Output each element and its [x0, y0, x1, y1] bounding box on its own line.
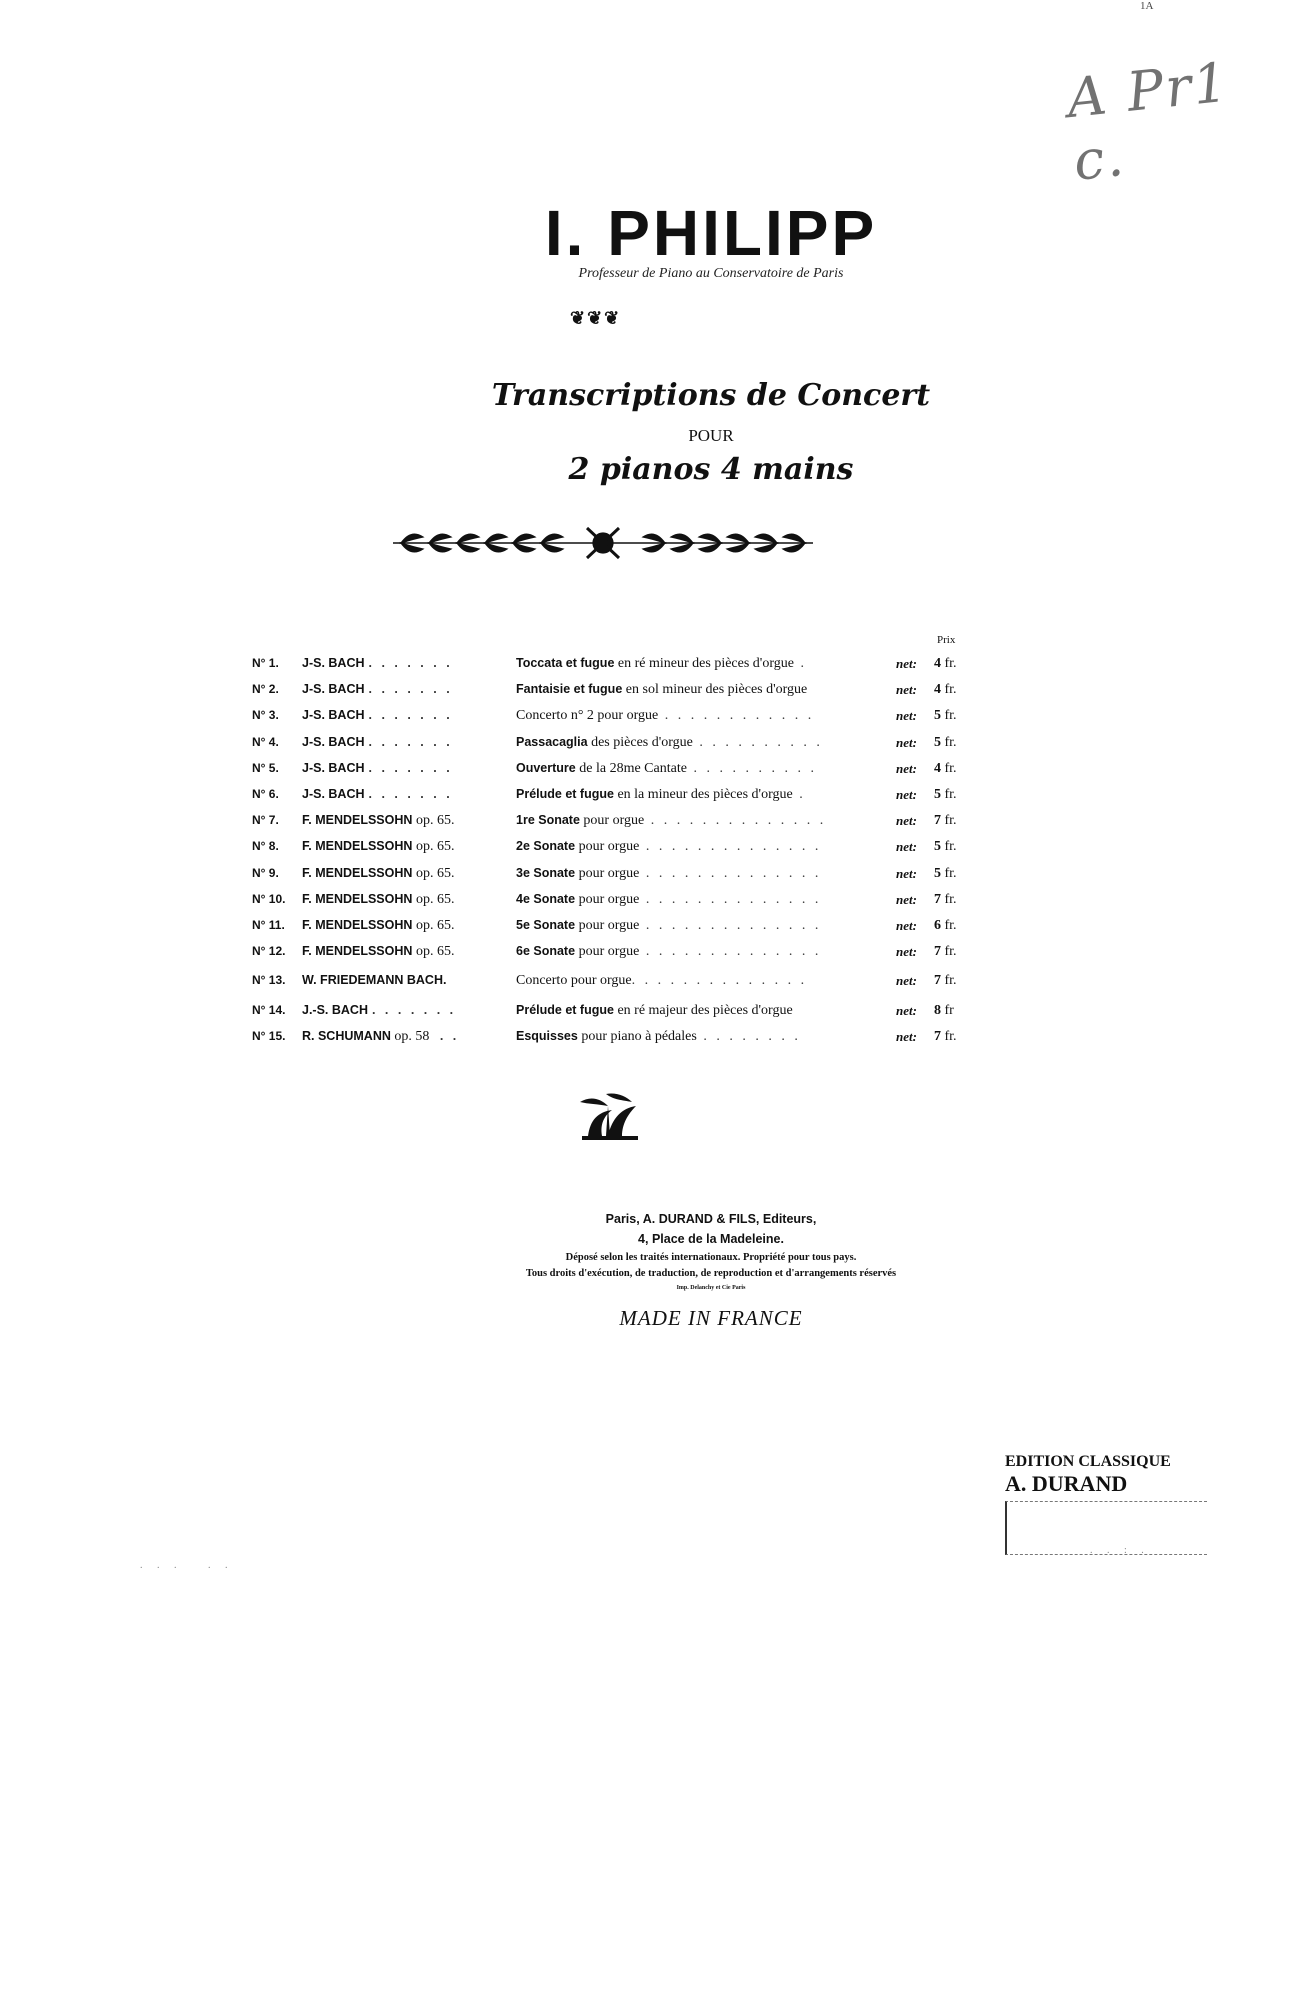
- leader-dots: . . . . . . .: [368, 682, 453, 697]
- price-unit: fr.: [944, 1028, 957, 1044]
- series-title: Transcriptions de Concert: [491, 378, 931, 413]
- price-unit: fr.: [944, 734, 957, 750]
- leader-dots: . . . . . . .: [368, 760, 453, 775]
- work-title: 5e Sonate: [516, 918, 576, 932]
- work-title: Prélude et fugue: [516, 1002, 614, 1017]
- price-unit: fr.: [944, 839, 957, 855]
- work-title: Passacaglia: [516, 734, 588, 749]
- leader-dots: . . . . . . . . . . . . . .: [639, 839, 822, 855]
- item-price: [934, 682, 957, 698]
- item-price: [934, 892, 957, 908]
- composer-name: F. MENDELSSOHN: [302, 944, 413, 959]
- corner-mark: 1A: [1140, 0, 1154, 12]
- price-value: 5: [934, 734, 941, 750]
- item-composer: [302, 892, 458, 908]
- publisher-line: Paris, A. DURAND & FILS, Editeurs,: [605, 1212, 817, 1226]
- opus-number: op. 65.: [412, 944, 455, 960]
- work-description: en la mineur des pièces d'orgue: [613, 787, 793, 802]
- instrumentation-title: 2 pianos 4 mains: [568, 452, 854, 487]
- work-title: 3e Sonate: [516, 865, 576, 880]
- item-number: N° 1.: [252, 656, 279, 670]
- leader-dots: . . . . . . . .: [696, 1028, 801, 1044]
- opus-number: op. 65.: [412, 865, 455, 881]
- composer-name: J-S. BACH: [302, 682, 365, 697]
- work-description: pour orgue: [575, 839, 640, 855]
- item-work: [516, 787, 806, 803]
- leader-dots: . . . . . . . . . . . . . .: [639, 918, 822, 933]
- work-title: Fantaisie et fugue: [516, 682, 623, 697]
- leader-dots: . . . . . . .: [368, 787, 453, 801]
- copyright-line: Déposé selon les traités internationaux. Propriété pour tous pays.: [565, 1252, 857, 1263]
- item-work: [516, 813, 826, 829]
- composer-name: J-S. BACH: [302, 787, 365, 801]
- item-work: [516, 682, 807, 698]
- item-number: N° 8.: [252, 839, 279, 854]
- item-number: N° 13.: [252, 973, 286, 988]
- work-description: en ré majeur des pièces d'orgue: [613, 1002, 793, 1018]
- scan-specks: . . : .: [1090, 1545, 1150, 1556]
- item-price: [934, 761, 957, 777]
- publisher-address: 4, Place de la Madeleine.: [638, 1232, 784, 1246]
- work-title: 4e Sonate: [516, 891, 576, 906]
- item-number: N° 10.: [252, 891, 286, 906]
- work-title: Prélude et fugue: [516, 787, 614, 801]
- item-composer: [302, 787, 453, 803]
- net-label: net:: [896, 760, 917, 776]
- item-composer: [302, 1029, 459, 1045]
- stamp-line-2: A. DURAND: [1005, 1471, 1128, 1496]
- opus-number: op. 65.: [412, 891, 455, 907]
- price-value: 4: [934, 656, 941, 671]
- item-work: [516, 708, 814, 724]
- composer-name: F. MENDELSSOHN: [302, 918, 413, 932]
- opus-number: op. 58: [390, 1028, 430, 1044]
- work-description: pour orgue: [575, 918, 640, 933]
- composer-name: J-S. BACH: [302, 734, 365, 749]
- item-composer: [302, 761, 453, 777]
- item-number: N° 2.: [252, 682, 279, 697]
- opus-number: op. 65.: [412, 918, 455, 933]
- item-price: [934, 787, 957, 803]
- item-number: N° 15.: [252, 1028, 286, 1043]
- item-work: [516, 944, 821, 960]
- item-composer: [302, 735, 453, 751]
- price-unit: fr.: [944, 944, 957, 960]
- net-label: net:: [896, 973, 917, 989]
- item-number: N° 11.: [252, 918, 285, 932]
- item-composer: [302, 973, 450, 989]
- item-number: N° 6.: [252, 787, 279, 801]
- item-number: N° 5.: [252, 760, 279, 775]
- price-unit: fr.: [944, 760, 957, 776]
- opus-number: op. 65.: [412, 813, 455, 829]
- ornamental-band-icon: [393, 520, 813, 566]
- stamp-line-1: EDITION CLASSIQUE: [1005, 1453, 1171, 1470]
- composer-name: J-S. BACH: [302, 708, 365, 723]
- item-composer: [302, 944, 458, 960]
- scan-specks: . . . . .: [140, 1560, 234, 1571]
- publisher-vignette-icon: [578, 1090, 642, 1142]
- net-label: net:: [896, 1028, 917, 1044]
- leader-dots: . . . . . . .: [368, 734, 453, 749]
- leader-dots: . .: [433, 1028, 460, 1043]
- net-label: net:: [896, 656, 917, 671]
- small-ornament-icon: ❦❦❦: [570, 308, 622, 328]
- item-price: [934, 708, 957, 724]
- item-work: [516, 892, 821, 908]
- price-value: 7: [934, 1028, 941, 1044]
- rights-line: Tous droits d'exécution, de traduction, de reproduction et d'arrangements réservés: [525, 1268, 897, 1279]
- leader-dots: . . . . . . . . . . . . . .: [639, 944, 822, 960]
- leader-dots: .: [793, 656, 807, 671]
- price-value: 7: [934, 891, 941, 907]
- composer-name: W. FRIEDEMANN BACH.: [302, 973, 447, 988]
- item-price: [934, 944, 957, 960]
- composer-name: F. MENDELSSOHN: [302, 813, 413, 828]
- price-unit: fr.: [944, 891, 957, 907]
- item-work: [516, 1003, 793, 1019]
- pour-label: POUR: [688, 426, 734, 445]
- net-label: net:: [896, 891, 917, 907]
- opus-number: op. 65.: [412, 839, 455, 855]
- price-unit: fr.: [944, 813, 957, 829]
- price-value: 5: [934, 708, 941, 724]
- net-label: net:: [896, 839, 917, 855]
- price-unit: fr.: [944, 918, 957, 933]
- net-label: net:: [896, 682, 917, 698]
- price-unit: fr.: [944, 973, 957, 989]
- made-in-france: MADE IN FRANCE: [619, 1306, 803, 1330]
- work-description: des pièces d'orgue: [587, 734, 693, 750]
- item-composer: [302, 918, 458, 934]
- item-price: [934, 866, 957, 882]
- work-description: Concerto n° 2 pour orgue: [516, 708, 659, 724]
- net-label: net:: [896, 813, 917, 829]
- item-composer: [302, 839, 458, 855]
- leader-dots: . . . . . . . . . . . . . .: [639, 865, 822, 881]
- item-composer: [302, 656, 453, 672]
- item-price: [934, 813, 957, 829]
- work-title: Ouverture: [516, 760, 576, 775]
- leader-dots: . . . . . . . . . .: [692, 734, 823, 750]
- work-title: Toccata et fugue: [516, 656, 615, 670]
- composer-name: F. MENDELSSOHN: [302, 865, 413, 880]
- price-value: 5: [934, 787, 941, 802]
- price-value: 5: [934, 839, 941, 855]
- net-label: net:: [896, 787, 917, 802]
- composer-name: J-S. BACH: [302, 760, 365, 775]
- item-work: [516, 656, 807, 672]
- item-number: N° 9.: [252, 865, 279, 880]
- edition-stamp: [1005, 1453, 1225, 1555]
- net-label: net:: [896, 918, 917, 933]
- leader-dots: .: [792, 787, 806, 802]
- item-composer: [302, 682, 453, 698]
- price-value: 8: [934, 1002, 941, 1018]
- price-value: 5: [934, 865, 941, 881]
- work-description: pour orgue: [575, 865, 640, 881]
- work-description: en ré mineur des pièces d'orgue: [614, 656, 794, 671]
- composer-name: J-S. BACH: [302, 656, 365, 670]
- work-description: de la 28me Cantate: [575, 760, 687, 776]
- composer-name: J.-S. BACH: [302, 1002, 368, 1017]
- item-price: [934, 656, 957, 672]
- leader-dots: . . . . . . . . . . . . . .: [631, 973, 808, 989]
- leader-dots: . . . . . . . . . . . .: [658, 708, 815, 724]
- price-unit: fr.: [944, 787, 957, 802]
- price-value: 6: [934, 918, 941, 933]
- item-number: N° 3.: [252, 708, 279, 723]
- work-description: pour piano à pédales: [577, 1028, 697, 1044]
- price-value: 7: [934, 944, 941, 960]
- item-number: N° 7.: [252, 813, 279, 828]
- net-label: net:: [896, 944, 917, 960]
- net-label: net:: [896, 1002, 917, 1018]
- price-value: 4: [934, 760, 941, 776]
- price-header: Prix: [937, 634, 956, 646]
- price-value: 7: [934, 973, 941, 989]
- item-number: N° 14.: [252, 1002, 286, 1017]
- item-price: [934, 973, 957, 989]
- item-number: N° 12.: [252, 944, 286, 959]
- price-value: 7: [934, 813, 941, 829]
- item-work: [516, 735, 823, 751]
- item-composer: [302, 708, 453, 724]
- price-unit: fr.: [944, 656, 957, 671]
- item-work: [516, 866, 821, 882]
- work-description: Concerto pour orgue: [516, 973, 632, 989]
- work-title: 2e Sonate: [516, 839, 576, 854]
- composer-name: F. MENDELSSOHN: [302, 891, 413, 906]
- net-label: net:: [896, 708, 917, 724]
- printer-line: Imp. Delanchy et Cie Paris: [676, 1285, 746, 1291]
- price-unit: fr.: [944, 682, 957, 698]
- item-price: [934, 1029, 957, 1045]
- item-price: [934, 1003, 954, 1019]
- leader-dots: . . . . . . . . . . . . . .: [644, 813, 827, 829]
- handwritten-shelfmark: A Pr1 c.: [1064, 50, 1233, 193]
- leader-dots: . . . . . . .: [368, 656, 453, 670]
- work-title: 1re Sonate: [516, 813, 580, 828]
- price-value: 4: [934, 682, 941, 698]
- net-label: net:: [896, 734, 917, 750]
- item-number: N° 4.: [252, 734, 279, 749]
- item-composer: [302, 813, 458, 829]
- work-title: Esquisses: [516, 1028, 578, 1043]
- price-unit: fr: [944, 1002, 954, 1018]
- work-description: pour orgue: [575, 891, 640, 907]
- item-work: [516, 761, 817, 777]
- composer-name: R. SCHUMANN: [302, 1028, 391, 1043]
- composer-subtitle: Professeur de Piano au Conservatoire de Paris: [578, 266, 844, 281]
- item-price: [934, 735, 957, 751]
- net-label: net:: [896, 865, 917, 881]
- work-description: en sol mineur des pièces d'orgue: [622, 682, 808, 698]
- work-description: pour orgue: [575, 944, 640, 960]
- item-work: [516, 1029, 801, 1045]
- item-price: [934, 918, 957, 934]
- price-unit: fr.: [944, 708, 957, 724]
- item-price: [934, 839, 957, 855]
- item-composer: [302, 866, 458, 882]
- item-work: [516, 918, 821, 934]
- work-description: pour orgue: [579, 813, 645, 829]
- leader-dots: . . . . . . .: [371, 1002, 457, 1017]
- composer-name: F. MENDELSSOHN: [302, 839, 413, 854]
- leader-dots: . . . . . . . . . . . . . .: [639, 891, 822, 907]
- leader-dots: . . . . . . .: [368, 708, 453, 723]
- work-title: 6e Sonate: [516, 944, 576, 959]
- item-work: [516, 973, 807, 989]
- leader-dots: . . . . . . . . . .: [686, 760, 817, 776]
- price-unit: fr.: [944, 865, 957, 881]
- item-composer: [302, 1003, 456, 1019]
- composer-title: I. PHILIPP: [544, 197, 878, 269]
- item-work: [516, 839, 821, 855]
